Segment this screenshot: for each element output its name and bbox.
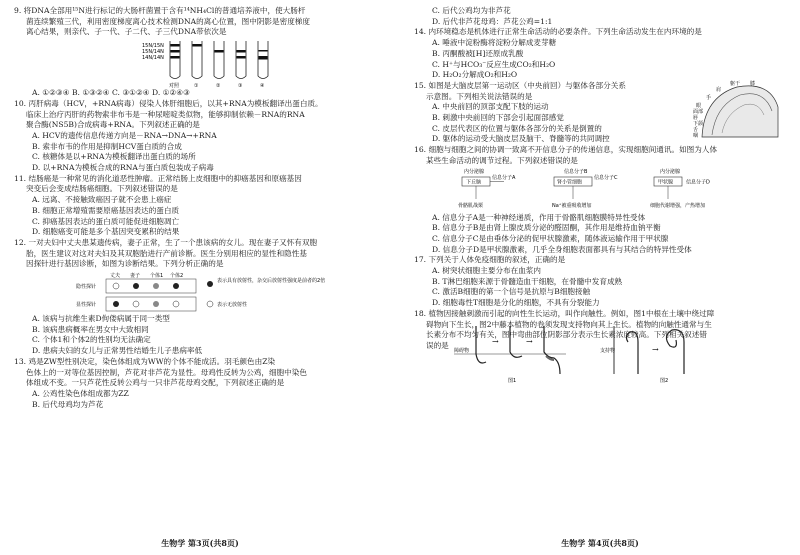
q17-option-d: D. 细胞毒性T细胞是分化的细胞，不具有分裂能力 — [432, 298, 600, 308]
figure-1-caption: 图1 — [508, 377, 517, 384]
row-label-recessive: 隐性探针 — [76, 284, 97, 291]
tube-label-heavy: 15N/15N — [142, 43, 164, 50]
brain-label-lip: 唇 — [693, 114, 699, 121]
brain-label-jaw: 下颌 — [693, 120, 704, 127]
q10-option-c: C. 核糖体是以+RNA为模板翻译出蛋白质的场所 — [32, 152, 196, 162]
brain-label-trunk: 躯干 — [730, 80, 741, 87]
brain-label-face: 面部 — [693, 108, 704, 115]
q16-option-d: D. 信息分子D是甲状腺激素，几乎全身细胞表面都具有与其结合的特异性受体 — [432, 244, 692, 254]
q11-option-d: D. 细胞癌变可能是多个基因突变累积的结果 — [32, 227, 180, 237]
tube-label-hybrid: 15N/14N — [142, 49, 164, 56]
tube-name-3: ③ — [238, 83, 243, 89]
pathway-b-signal: 信息分子C — [594, 174, 618, 181]
pathway-a-out: 骨骼肌战栗 — [458, 202, 484, 209]
q14-option-d: D. H₂O₂分解成O₂和H₂O — [432, 70, 518, 80]
question-15 — [414, 81, 784, 145]
probe-col-wife: 妻子 — [130, 273, 141, 280]
brain-label-pharynx: 咽 — [693, 132, 699, 139]
tube-3 — [236, 41, 246, 79]
pathway-b-out: Na⁺被重吸收增加 — [552, 202, 592, 209]
q13-line: 色体上的一对等位基因控制，芦花对非芦花为显性。母鸡性反转为公鸡，细胞中染色 — [26, 367, 307, 377]
q9-options: A. ①②③④ B. ①③②④ C. ③①②④ D. ①②④③ — [32, 88, 190, 98]
q12-line: 因探针进行基因诊断，如图为诊断结果。下列分析正确的是 — [26, 259, 224, 269]
brain-label-knee: 膝 — [750, 80, 756, 87]
thigmotropism-diagram — [454, 322, 734, 384]
question-10 — [14, 99, 390, 174]
q10-line: 10. 丙肝病毒（HCV，+RNA病毒）侵染人体肝细胞后，以其+RNA为模板翻译出蛋白质。 — [14, 98, 323, 108]
q16-option-c: C. 信息分子C是由垂体分泌的促甲状腺激素，随体液运输作用于甲状腺 — [432, 233, 669, 243]
q13-option-a: A. 公鸡性染色体组成都为ZZ — [32, 388, 129, 398]
q12-option-c: C. 个体1和个体2的性别均无法确定 — [32, 335, 151, 345]
right-page-footer: 生物学 第4页(共8页) — [561, 538, 639, 548]
right-page — [400, 0, 800, 555]
q9-stem: 9. 将DNA全部用¹⁵N进行标记的大肠杆菌置于含有¹⁴NH₄Cl的普通培养液中，使大肠杆 — [14, 6, 306, 15]
q18-line: 碍物向下生长，图2中藤本植物的卷须发现支持物向其上生长。植物的向触性通常与生 — [426, 319, 712, 329]
pathway-a-head: 内分泌腺 — [464, 168, 485, 175]
q18-line: 误的是 — [426, 340, 449, 350]
legend-positive: 表示具有放射性，杂交后放射性强度是前者的2倍 — [217, 278, 326, 285]
pathway-d-head: 内分泌腺 — [660, 168, 681, 175]
q9-line3: 离心结果，则亲代、子一代、子二代、子三代DNA带依次是 — [26, 27, 227, 37]
tube-name-control: 对照 — [169, 83, 180, 89]
q13-option-c: C. 后代公鸡均为非芦花 — [432, 6, 511, 15]
tube-4 — [258, 41, 268, 79]
q9-centrifuge-figure — [14, 38, 390, 88]
pathway-d-out: 细胞代谢增强，产热增加 — [650, 202, 706, 209]
tube-label-light: 14N/14N — [142, 55, 164, 62]
label-obstacle: 障碍物 — [454, 347, 470, 354]
question-17 — [414, 255, 784, 309]
pathway-d-signal: 信息分子D — [686, 179, 710, 186]
q11-option-b: B. 细胞正常增殖需要原癌基因表达的蛋白质 — [32, 205, 180, 215]
q14-option-a: A. 唾液中淀粉酶将淀粉分解成麦芽糖 — [432, 38, 557, 48]
question-16 — [414, 145, 784, 255]
q17-option-c: C. 激活B细胞的第一个信号是抗原与B细胞接触 — [432, 287, 591, 297]
q13-option-b: B. 后代母鸡均为芦花 — [32, 399, 104, 409]
question-14 — [414, 27, 784, 81]
q13-line: 体组成不变。一只芦花性反转公鸡与一只非芦花母鸡交配，下列叙述正确的是 — [26, 378, 285, 388]
q16-signal-figure — [414, 167, 784, 213]
q13-option-d: D. 后代非芦花母鸡：芦花公鸡=1:1 — [432, 16, 553, 26]
q18-line: 18. 植物因接触刺激而引起的向性生长运动，叫作向触性。例如，图1中根在土壤中绕过障 — [414, 308, 715, 318]
q16-option-a: A. 信息分子A是一种神经递质，作用于骨骼肌细胞膜特异性受体 — [432, 212, 646, 222]
q15-line: 15. 如图是大脑皮层第一运动区（中央前回）与躯体各部分关系 — [414, 80, 626, 90]
q17-option-a: A. 树突状细胞主要分布在血浆内 — [432, 266, 542, 276]
question-9 — [14, 6, 390, 99]
gene-probe-diagram — [74, 270, 374, 314]
q13-line: 13. 鸡是ZW型性别决定，染色体组成为WW的个体不能成活。羽毛颜色由Z染 — [14, 356, 276, 366]
q12-option-b: B. 该病患病概率在男女中大致相同 — [32, 324, 149, 334]
pathway-a — [458, 168, 516, 209]
q12-line: 12. 一对夫妇中丈夫患某遗传病，妻子正常，生了一个患该病的女儿。现在妻子又怀有双胞 — [14, 237, 318, 247]
q10-option-a: A. HCV的遗传信息传递方向是－RNA→DNA→+RNA — [32, 130, 217, 140]
centrifuge-tubes-diagram — [142, 38, 302, 88]
tube-name-4: ④ — [260, 83, 265, 89]
question-12 — [14, 238, 390, 357]
question-13-continued — [414, 6, 784, 27]
tube-name-1: ① — [194, 83, 199, 89]
probe-col-husband: 丈夫 — [110, 273, 121, 280]
pathway-d-mid: 甲状腺 — [658, 179, 674, 186]
q11-line: 突变后会变成结肠癌细胞。下列叙述错误的是 — [26, 184, 178, 194]
figure-2-caption: 图2 — [660, 377, 669, 384]
q12-line: 胎，医生建议对这对夫妇及其双胞胎进行产前诊断。医生分别用相应的显性和隐性基 — [26, 248, 307, 258]
q9-line2: 菌连续繁殖三代，利用密度梯度离心技术检测DNA的离心位置，图中阴影是密度梯度 — [26, 16, 310, 26]
q17-line: 17. 下列关于人体免疫细胞的叙述，正确的是 — [414, 255, 566, 265]
q11-line: 11. 结肠癌是一种常见的消化道恶性肿瘤。正常结肠上皮细胞中的抑癌基因和原癌基因 — [14, 173, 302, 183]
q14-line: 14. 内环境稳态是机体进行正常生命活动的必要条件。下列生命活动发生在内环境的是 — [414, 27, 702, 37]
pathway-b-mid: 肾小管细胞 — [557, 179, 583, 186]
q18-line: 长素分布不均匀有关，图中弯曲部位阴影部分表示生长素浓度较高。下列相关叙述错 — [426, 330, 707, 340]
signal-pathway-diagram — [454, 167, 754, 213]
pathway-d — [650, 168, 710, 209]
tube-2 — [214, 41, 224, 79]
figure-2-tendrils — [600, 326, 684, 384]
probe-col-ind2: 个体2 — [170, 273, 184, 280]
arrow-icon: → — [492, 336, 499, 346]
row-label-dominant: 显性探针 — [76, 302, 97, 309]
q15-option-a: A. 中央前回的顶部支配下肢的运动 — [432, 102, 549, 112]
q12-option-a: A. 该病与抗维生素D佝偻病属于同一类型 — [32, 314, 170, 324]
brain-label-shoulder: 肩 — [716, 86, 722, 93]
pathway-b-head: 信息分子B — [564, 168, 588, 175]
probe-col-ind1: 个体1 — [150, 273, 164, 280]
brain-label-hand: 手 — [706, 94, 712, 101]
q17-option-b: B. T淋巴细胞来源于骨髓造血干细胞，在骨髓中发育成熟 — [432, 276, 623, 286]
label-support: 支持物 — [600, 347, 616, 354]
q11-option-a: A. 远离、不接触致癌因子就不会患上癌症 — [32, 195, 172, 205]
q15-line: 示意图。下列相关说法错误的是 — [426, 91, 533, 101]
brain-label-eye: 眼 — [696, 102, 702, 109]
arrow-icon: → — [652, 344, 659, 354]
q16-option-b: B. 信息分子B是由肾上腺皮质分泌的醛固酮，其作用是维持血钠平衡 — [432, 223, 661, 233]
q15-option-d: D. 躯体的运动受大脑皮层及脑干、脊髓等的共同调控 — [432, 134, 610, 144]
q15-option-b: B. 刺激中央前回的下部会引起面部感觉 — [432, 113, 564, 123]
figure-1-roots — [454, 326, 566, 384]
brain-label-tongue: 舌 — [693, 126, 699, 133]
pathway-a-signal: 信息分子A — [492, 174, 516, 181]
question-18 — [414, 309, 784, 414]
q14-option-b: B. 丙酮酸被[H]还原成乳酸 — [432, 48, 524, 58]
q10-line: 临床上治疗丙肝的药物索非布韦是一种尿嘧啶类似物，能够抑制依赖－RNA的RNA — [26, 109, 305, 119]
tube-1 — [192, 41, 202, 79]
q15-option-c: C. 皮层代表区的位置与躯体各部分的关系是倒置的 — [432, 123, 602, 133]
tube-control — [170, 41, 180, 79]
pathway-a-mid: 下丘脑 — [466, 179, 482, 186]
q10-option-d: D. 以+RNA为模板合成的RNA与蛋白质包装成子病毒 — [32, 163, 214, 173]
motor-cortex-diagram — [692, 77, 782, 147]
q12-gene-probe-figure — [14, 270, 390, 314]
q14-option-c: C. H⁺与HCO₃⁻反应生成CO₂和H₂O — [432, 59, 556, 69]
question-11 — [14, 174, 390, 238]
left-page-footer: 生物学 第3页(共8页) — [161, 538, 239, 548]
q16-line: 某些生命活动的调节过程。下列叙述错误的是 — [426, 155, 578, 165]
q11-option-c: C. 抑癌基因表达的蛋白质可能促进细胞凋亡 — [32, 216, 180, 226]
legend-negative: 表示无放射性 — [217, 302, 248, 309]
q12-option-d: D. 患病夫妇的女儿与正常男性结婚生儿子患病率低 — [32, 346, 203, 356]
question-13 — [14, 357, 390, 411]
q10-line: 聚合酶(NS5B)合成病毒+RNA。下列叙述正确的是 — [26, 120, 200, 130]
arrow-icon: → — [526, 336, 533, 346]
tube-name-2: ② — [216, 83, 221, 89]
pathway-b — [552, 168, 618, 209]
q10-option-b: B. 索非布韦的作用是抑制HCV蛋白质的合成 — [32, 141, 182, 151]
q16-line: 16. 细胞与细胞之间的协调一致离不开信息分子的传递信息，实现细胞间通讯。如图为人体 — [414, 145, 718, 155]
